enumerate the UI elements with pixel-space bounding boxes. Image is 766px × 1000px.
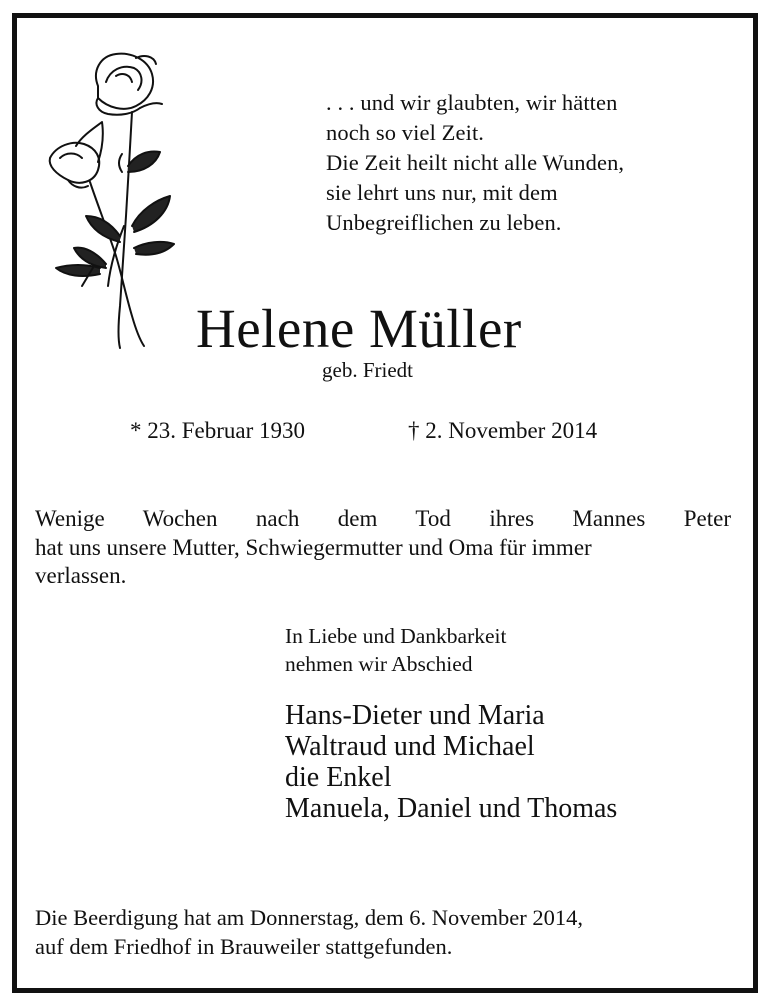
birth-date: * 23. Februar 1930: [130, 418, 306, 443]
poem-line: sie lehrt uns nur, mit dem: [326, 180, 558, 205]
mourner-line: Hans-Dieter und Maria: [285, 700, 545, 731]
poem-block: [326, 88, 726, 238]
announcement-line: verlassen.: [35, 563, 127, 588]
farewell-text: [285, 622, 725, 678]
rose-icon: [36, 46, 186, 351]
mourner-line: die Enkel: [285, 762, 392, 793]
poem-line: Unbegreiflichen zu leben.: [326, 210, 562, 235]
poem-line: noch so viel Zeit.: [326, 120, 485, 145]
funeral-line: auf dem Friedhof in Brauweiler stattgefunden.: [35, 934, 453, 959]
farewell-line: In Liebe und Dankbarkeit: [285, 624, 507, 648]
mourners-list: [285, 700, 725, 824]
farewell-line: nehmen wir Abschied: [285, 652, 473, 676]
funeral-notice: [35, 903, 735, 961]
poem-line: Die Zeit heilt nicht alle Wunden,: [326, 150, 625, 175]
mourner-line: Manuela, Daniel und Thomas: [285, 793, 618, 824]
death-date: † 2. November 2014: [408, 418, 598, 443]
mourner-line: Waltraud und Michael: [285, 731, 535, 762]
announcement-line: hat uns unsere Mutter, Schwiegermutter und Oma für immer: [35, 534, 592, 560]
funeral-line: Die Beerdigung hat am Donnerstag, dem 6. November 2014,: [35, 905, 583, 930]
poem-line: . . . und wir glaubten, wir hätten: [326, 90, 618, 115]
deceased-name: Helene Müller: [196, 298, 522, 359]
announcement-line: Wenige Wochen nach dem Tod ihres Mannes Peter: [35, 506, 731, 531]
announcement-text: [35, 505, 731, 591]
maiden-name: geb. Friedt: [322, 358, 413, 382]
